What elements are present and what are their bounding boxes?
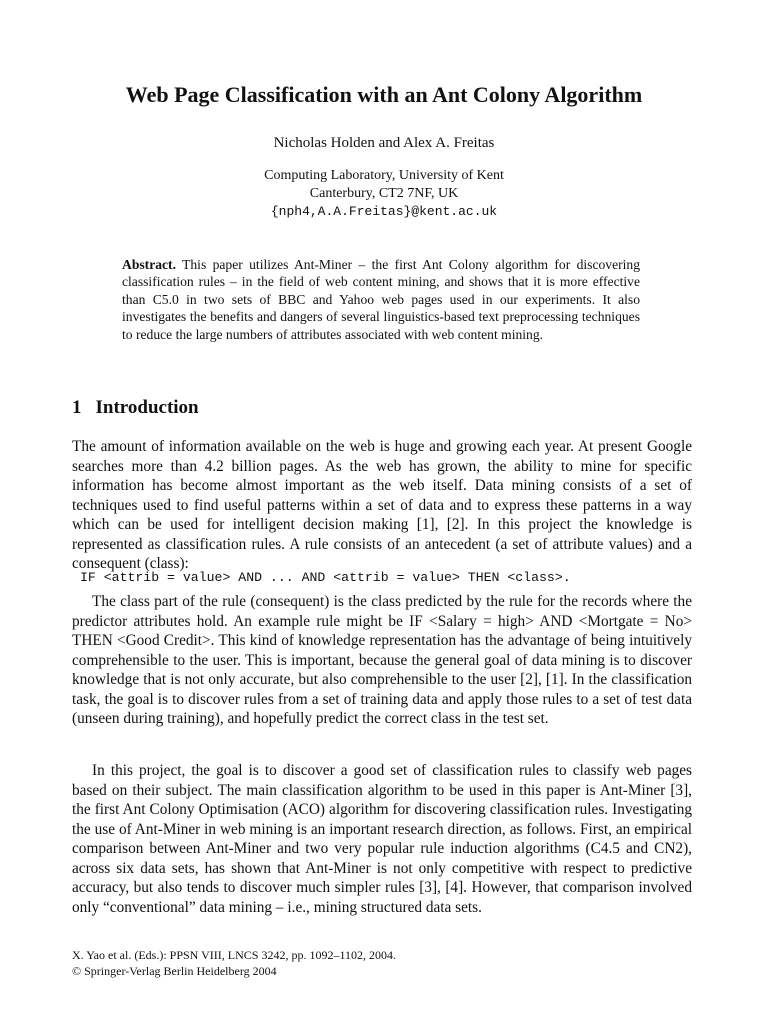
abstract [122,256,640,343]
intro-paragraph-2: The class part of the rule (consequent) is the class predicted by the rule for the records where the predictor attributes hold. An example rule might be IF <Salary = high> AND <Mortgate = No> THEN <Good Credit>. This kind of knowledge representation has the advantage of being intuitively comprehensible to the user. This is important, because the general goal of data mining is to discover knowledge that is not only accurate, but also comprehensible to the user [2], [1]. In the classification task, the goal is to discover rules from a set of training data and apply those rules to a set of test data (unseen during training), and hopefully predict the correct class in the test set. [72,593,692,727]
intro-paragraph-1: The amount of information available on the web is huge and growing each year. At present Google searches more than 4.2 billion pages. As the web has grown, the ability to mine for specific information has become almost important as the web itself. Data mining consists of a set of techniques used to find useful patterns within a set of data and to express these patterns in a way which can be used for intelligent decision making [1], [2]. In this project the knowledge is represented as classification rules. A rule consists of an antecedent (a set of attribute values) and a consequent (class): [72,438,692,572]
rule-syntax-line: IF <attrib = value> AND ... AND <attrib = value> THEN <class>. [80,570,571,585]
footnote-citation: X. Yao et al. (Eds.): PPSN VIII, LNCS 3242, pp. 1092–1102, 2004. [72,948,397,962]
paper-authors: Nicholas Holden and Alex A. Freitas [273,135,495,151]
abstract-text: This paper utilizes Ant-Miner – the first Ant Colony algorithm for discovering classification rules – in the field of web content mining, and shows that it is more effective than C5.0 in two sets of BBC and Yahoo web pages used in our experiments. It also investigates the benefits and dangers of several linguistics-based text preprocessing techniques to reduce the large numbers of attributes associated with web content mining. [122,257,640,342]
abstract-label: Abstract. [122,257,176,272]
affiliation-line-2: Canterbury, CT2 7NF, UK [309,186,459,201]
section-title: Introduction [95,397,199,418]
affiliation-block [0,167,768,221]
intro-paragraph-3: In this project, the goal is to discover a good set of classification rules to classify web pages based on their subject. The main classification algorithm to be used in this paper is Ant-Miner [3], the first Ant Colony Optimisation (ACO) algorithm for discovering classification rules. Investigating the use of Ant-Miner in web mining is an important research direction, as follows. First, an empirical comparison between Ant-Miner and two very popular rule induction algorithms (C4.5 and CN2), across six data sets, has shown that Ant-Miner is not only competitive with respect to predictive accuracy, but also tends to discover much simpler rules [3], [4]. However, that comparison involved only “conventional” data mining – i.e., mining structured data sets. [72,762,692,916]
author-email: {nph4,A.A.Freitas}@kent.ac.uk [270,204,498,219]
section-number: 1 [72,397,82,418]
footnote-copyright: © Springer-Verlag Berlin Heidelberg 2004 [72,964,277,978]
section-heading [72,395,199,421]
affiliation-line-1: Computing Laboratory, University of Kent [264,168,504,183]
publication-footnote [72,947,396,979]
paper-title: Web Page Classification with an Ant Colony Algorithm [125,82,643,107]
